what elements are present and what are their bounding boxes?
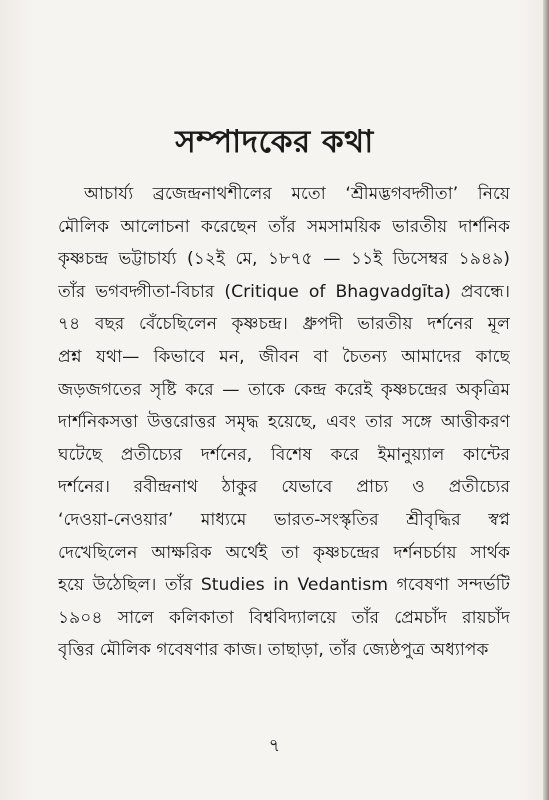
text-line: দার্শনিকসত্তা উত্তরোত্তর সমৃদ্ধ হয়েছে, এবং তার সঙ্গে আত্তীকরণ [58, 412, 510, 433]
text-line: আচার্য্য ব্রজেন্দ্রনাথশীলের মতো ‘শ্রীমদ্ভগবদ্গীতা’ নিয়ে [84, 184, 510, 204]
text-line: দর্শনের। রবীন্দ্রনাথ ঠাকুর যেভাবে প্রাচ্য ও প্রতীচ্যের [58, 477, 510, 498]
page-number: ৭ [268, 735, 281, 756]
text-line: জড়জগতের সৃষ্টি করে — তাকে কেন্দ্র করেই কৃষ্ণচন্দ্রের অকৃত্রিম [58, 379, 510, 400]
text-line: তাঁর ভগবদ্গীতা-বিচার (Critique of Bhagvadgīta) প্রবন্ধে। [58, 281, 510, 302]
text-line: মৌলিক আলোচনা করেছেন তাঁর সমসাময়িক ভারতীয় দার্শনিক [58, 216, 510, 237]
text-line: ১৯০৪ সালে কলিকাতা বিশ্ববিদ্যালয়ে তাঁর প্রেমচাঁদ রায়চাঁদ [58, 607, 510, 628]
text-line: দেখেছিলেন আক্ষরিক অর্থেই তা কৃষ্ণচন্দ্রের দর্শনচর্চায় সার্থক [58, 542, 510, 563]
text-line: প্রশ্ন যথা— কিভাবে মন, জীবন বা চৈতন্য আমাদের কাছে [58, 346, 510, 367]
text-line: ঘটেছে প্রতীচ্যের দর্শনের, বিশেষ করে ইমানুয়্যাল কান্টের [58, 444, 510, 465]
text-line: ৭৪ বছর বেঁচেছিলেন কৃষ্ণচন্দ্র। ধ্রুপদী ভারতীয় দর্শনের মূল [58, 314, 510, 335]
text-line: বৃত্তির মৌলিক গবেষণার কাজ। তাছাড়া, তাঁর জ্যেষ্ঠপুত্র অধ্যাপক [58, 640, 489, 661]
body-text [58, 178, 510, 667]
text-line: ‘দেওয়া-নেওয়ার’ মাধ্যমে ভারত-সংস্কৃতির শ্রীবৃদ্ধির স্বপ্ন [58, 509, 510, 530]
page-heading: সম্পাদকের কথা [175, 124, 374, 160]
text-line: হয়ে উঠেছিল। তাঁর Studies in Vedantism গবেষণা সন্দর্ভটি [58, 575, 510, 596]
text-line: কৃষ্ণচন্দ্র ভট্টাচার্য্য (১২ই মে, ১৮৭৫ — ১১ই ডিসেম্বর ১৯৪৯) [58, 249, 510, 270]
